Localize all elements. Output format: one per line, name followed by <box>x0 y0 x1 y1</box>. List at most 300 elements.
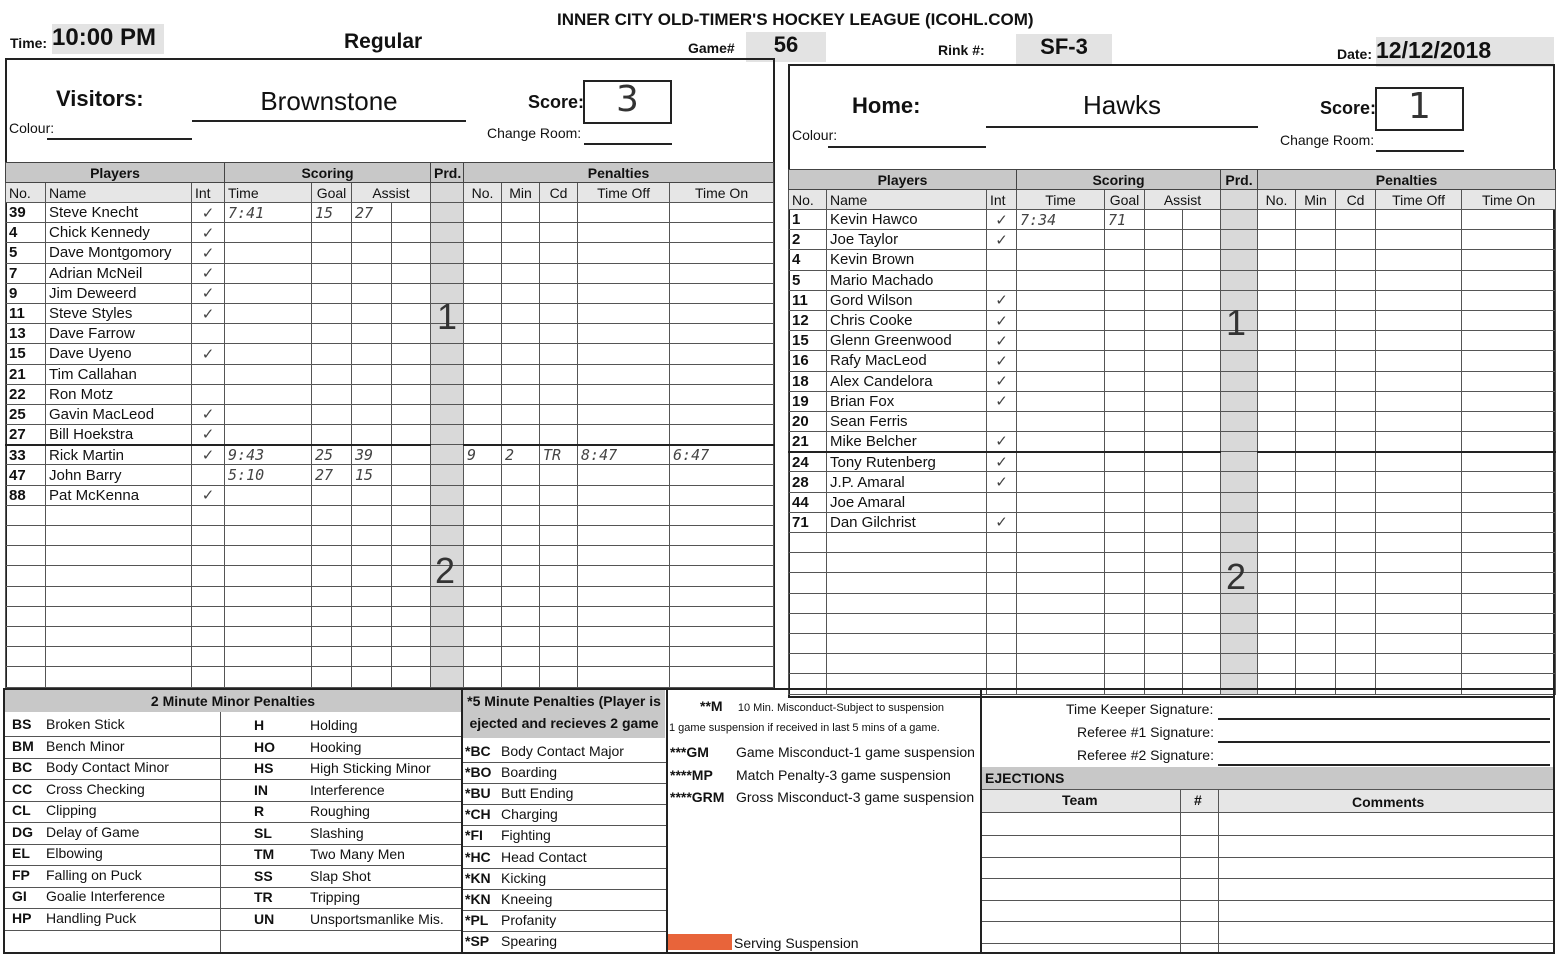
penalty-code[interactable] <box>540 303 578 323</box>
penalty-time-on[interactable] <box>670 667 774 687</box>
penalty-time-off[interactable] <box>1376 270 1462 290</box>
penalty-minutes[interactable] <box>502 586 540 606</box>
penalty-minutes[interactable] <box>1296 553 1336 573</box>
scoring-assist[interactable] <box>1145 593 1183 613</box>
penalty-time-off[interactable] <box>578 324 670 344</box>
scoring-assist[interactable] <box>1145 290 1183 310</box>
player-int-check[interactable]: ✓ <box>987 391 1017 411</box>
penalty-minutes[interactable] <box>502 344 540 364</box>
player-name[interactable]: Bill Hoekstra <box>46 425 192 445</box>
scoring-goal[interactable] <box>312 243 352 263</box>
penalty-time-off[interactable] <box>1376 250 1462 270</box>
player-int-check[interactable]: ✓ <box>192 425 225 445</box>
penalty-number[interactable] <box>1258 492 1296 512</box>
scoring-time[interactable]: 7:34 <box>1017 210 1105 230</box>
player-name[interactable]: Dave Montgomory <box>46 243 192 263</box>
penalty-number[interactable] <box>1258 654 1296 674</box>
penalty-number[interactable] <box>464 243 502 263</box>
ejection-row[interactable] <box>982 900 1553 901</box>
scoring-time[interactable] <box>225 223 312 243</box>
scoring-time[interactable] <box>225 404 312 424</box>
scoring-time[interactable] <box>225 263 312 283</box>
penalty-number[interactable] <box>464 546 502 566</box>
penalty-time-off[interactable] <box>578 626 670 646</box>
scoring-time[interactable] <box>225 324 312 344</box>
scoring-assist[interactable] <box>352 243 392 263</box>
player-int-check[interactable]: ✓ <box>987 512 1017 532</box>
scoring-time[interactable] <box>225 566 312 586</box>
penalty-number[interactable] <box>1258 391 1296 411</box>
penalty-number[interactable] <box>1258 371 1296 391</box>
penalty-minutes[interactable] <box>502 384 540 404</box>
player-int-check[interactable] <box>987 250 1017 270</box>
scoring-goal[interactable] <box>312 344 352 364</box>
player-int-check[interactable]: ✓ <box>987 290 1017 310</box>
penalty-code[interactable] <box>540 364 578 384</box>
player-name[interactable]: Steve Knecht <box>46 203 192 223</box>
scoring-goal[interactable] <box>312 647 352 667</box>
penalty-number[interactable] <box>1258 310 1296 330</box>
penalty-code[interactable] <box>540 384 578 404</box>
scoring-time[interactable] <box>225 626 312 646</box>
ejection-row[interactable] <box>982 943 1553 944</box>
penalty-number[interactable] <box>1258 210 1296 230</box>
scoring-goal[interactable] <box>1105 310 1145 330</box>
penalty-time-off[interactable] <box>578 223 670 243</box>
player-int-check[interactable]: ✓ <box>987 452 1017 472</box>
penalty-minutes[interactable] <box>1296 371 1336 391</box>
player-int-check[interactable] <box>192 384 225 404</box>
penalty-code[interactable] <box>1336 654 1376 674</box>
penalty-time-on[interactable] <box>670 606 774 626</box>
scoring-time[interactable] <box>1017 573 1105 593</box>
player-name[interactable]: Adrian McNeil <box>46 263 192 283</box>
player-name[interactable]: Pat McKenna <box>46 485 192 505</box>
scoring-time[interactable] <box>225 283 312 303</box>
scoring-time[interactable] <box>1017 391 1105 411</box>
penalty-time-off[interactable] <box>578 404 670 424</box>
penalty-number[interactable] <box>464 667 502 687</box>
penalty-minutes[interactable] <box>1296 411 1336 431</box>
scoring-time[interactable] <box>1017 633 1105 653</box>
scoring-goal[interactable] <box>1105 573 1145 593</box>
penalty-time-off[interactable] <box>1376 553 1462 573</box>
penalty-code[interactable] <box>540 283 578 303</box>
scoring-assist[interactable] <box>352 425 392 445</box>
ejection-row[interactable] <box>982 921 1553 922</box>
scoring-assist[interactable] <box>1145 210 1183 230</box>
referee2-signature-line[interactable] <box>1218 764 1550 766</box>
player-name[interactable]: Jim Deweerd <box>46 283 192 303</box>
penalty-number[interactable] <box>464 344 502 364</box>
penalty-time-on[interactable] <box>670 243 774 263</box>
scoring-assist[interactable] <box>1145 533 1183 553</box>
penalty-number[interactable] <box>464 606 502 626</box>
player-int-check[interactable] <box>192 526 225 546</box>
player-name[interactable]: Kevin Brown <box>827 250 987 270</box>
penalty-code[interactable] <box>540 344 578 364</box>
penalty-time-on[interactable] <box>670 384 774 404</box>
penalty-time-off[interactable] <box>578 667 670 687</box>
scoring-goal[interactable] <box>1105 472 1145 492</box>
scoring-time[interactable] <box>225 364 312 384</box>
penalty-time-on[interactable] <box>1462 290 1556 310</box>
scoring-time[interactable] <box>225 303 312 323</box>
scoring-goal[interactable] <box>312 404 352 424</box>
penalty-code[interactable] <box>540 626 578 646</box>
player-int-check[interactable] <box>192 546 225 566</box>
scoring-time[interactable]: 5:10 <box>225 465 312 485</box>
penalty-time-on[interactable] <box>670 364 774 384</box>
player-int-check[interactable] <box>192 606 225 626</box>
penalty-time-on[interactable] <box>670 203 774 223</box>
penalty-minutes[interactable]: 2 <box>502 445 540 465</box>
penalty-time-on[interactable] <box>670 283 774 303</box>
penalty-time-on[interactable] <box>670 404 774 424</box>
penalty-time-off[interactable] <box>1376 533 1462 553</box>
player-name[interactable]: Gavin MacLeod <box>46 404 192 424</box>
penalty-code[interactable] <box>1336 533 1376 553</box>
scoring-time[interactable]: 7:41 <box>225 203 312 223</box>
scoring-goal[interactable] <box>312 586 352 606</box>
penalty-time-off[interactable] <box>578 303 670 323</box>
scoring-goal[interactable] <box>312 384 352 404</box>
penalty-code[interactable] <box>1336 391 1376 411</box>
penalty-code[interactable]: TR <box>540 445 578 465</box>
penalty-number[interactable] <box>1258 512 1296 532</box>
penalty-time-off[interactable] <box>578 566 670 586</box>
penalty-minutes[interactable] <box>502 606 540 626</box>
penalty-minutes[interactable] <box>502 283 540 303</box>
penalty-minutes[interactable] <box>1296 593 1336 613</box>
penalty-time-off[interactable] <box>1376 492 1462 512</box>
scoring-assist[interactable] <box>352 485 392 505</box>
scoring-time[interactable] <box>1017 512 1105 532</box>
scoring-time[interactable] <box>1017 613 1105 633</box>
penalty-minutes[interactable] <box>1296 331 1336 351</box>
penalty-number[interactable] <box>1258 270 1296 290</box>
scoring-assist[interactable] <box>352 566 392 586</box>
scoring-assist[interactable] <box>1145 310 1183 330</box>
penalty-time-on[interactable] <box>1462 411 1556 431</box>
scoring-time[interactable] <box>225 485 312 505</box>
penalty-minutes[interactable] <box>502 324 540 344</box>
player-name[interactable] <box>46 626 192 646</box>
scoring-goal[interactable] <box>312 485 352 505</box>
player-name[interactable]: Dave Farrow <box>46 324 192 344</box>
penalty-code[interactable] <box>1336 250 1376 270</box>
penalty-code[interactable] <box>1336 331 1376 351</box>
penalty-minutes[interactable] <box>1296 492 1336 512</box>
penalty-code[interactable] <box>1336 371 1376 391</box>
penalty-code[interactable] <box>1336 633 1376 653</box>
scoring-goal[interactable] <box>1105 593 1145 613</box>
penalty-time-on[interactable] <box>1462 250 1556 270</box>
scoring-assist[interactable] <box>1145 270 1183 290</box>
scoring-assist[interactable] <box>352 626 392 646</box>
scoring-goal[interactable] <box>312 526 352 546</box>
penalty-time-on[interactable] <box>670 505 774 525</box>
penalty-time-off[interactable] <box>578 465 670 485</box>
scoring-time[interactable] <box>1017 290 1105 310</box>
player-name[interactable]: Rafy MacLeod <box>827 351 987 371</box>
scoring-time[interactable]: 9:43 <box>225 445 312 465</box>
penalty-code[interactable] <box>540 647 578 667</box>
penalty-minutes[interactable] <box>1296 452 1336 472</box>
player-int-check[interactable]: ✓ <box>192 344 225 364</box>
player-int-check[interactable]: ✓ <box>192 283 225 303</box>
penalty-time-on[interactable] <box>1462 270 1556 290</box>
penalty-time-off[interactable] <box>1376 310 1462 330</box>
penalty-time-on[interactable] <box>670 647 774 667</box>
penalty-time-off[interactable] <box>578 283 670 303</box>
penalty-number[interactable] <box>464 283 502 303</box>
scoring-goal[interactable] <box>312 263 352 283</box>
scoring-assist[interactable] <box>1145 452 1183 472</box>
penalty-time-off[interactable] <box>578 203 670 223</box>
scoring-time[interactable] <box>225 243 312 263</box>
penalty-minutes[interactable] <box>1296 250 1336 270</box>
penalty-number[interactable] <box>1258 250 1296 270</box>
penalty-time-off[interactable] <box>578 243 670 263</box>
scoring-time[interactable] <box>1017 351 1105 371</box>
player-int-check[interactable] <box>987 654 1017 674</box>
scoring-assist[interactable] <box>352 364 392 384</box>
player-int-check[interactable] <box>987 573 1017 593</box>
penalty-minutes[interactable] <box>502 223 540 243</box>
scoring-goal[interactable] <box>1105 371 1145 391</box>
penalty-time-on[interactable] <box>1462 533 1556 553</box>
scoring-time[interactable] <box>225 505 312 525</box>
scoring-assist[interactable] <box>1145 472 1183 492</box>
penalty-minutes[interactable] <box>1296 533 1336 553</box>
player-int-check[interactable]: ✓ <box>192 203 225 223</box>
player-int-check[interactable] <box>192 324 225 344</box>
player-int-check[interactable]: ✓ <box>192 243 225 263</box>
penalty-code[interactable] <box>1336 230 1376 250</box>
penalty-code[interactable] <box>540 425 578 445</box>
scoring-time[interactable] <box>1017 553 1105 573</box>
penalty-time-on[interactable] <box>1462 492 1556 512</box>
scoring-goal[interactable] <box>1105 492 1145 512</box>
penalty-minutes[interactable] <box>1296 210 1336 230</box>
scoring-time[interactable] <box>225 647 312 667</box>
penalty-code[interactable] <box>540 263 578 283</box>
penalty-code[interactable] <box>1336 210 1376 230</box>
player-int-check[interactable]: ✓ <box>192 404 225 424</box>
scoring-assist[interactable] <box>352 647 392 667</box>
player-name[interactable]: Chris Cooke <box>827 310 987 330</box>
penalty-time-off[interactable] <box>578 425 670 445</box>
player-name[interactable] <box>827 533 987 553</box>
scoring-assist[interactable] <box>1145 654 1183 674</box>
scoring-time[interactable] <box>1017 654 1105 674</box>
scoring-time[interactable] <box>225 384 312 404</box>
penalty-time-on[interactable] <box>1462 512 1556 532</box>
player-name[interactable]: Dan Gilchrist <box>827 512 987 532</box>
penalty-number[interactable] <box>1258 351 1296 371</box>
penalty-code[interactable] <box>1336 310 1376 330</box>
scoring-goal[interactable] <box>312 606 352 626</box>
scoring-time[interactable] <box>225 546 312 566</box>
player-int-check[interactable] <box>192 626 225 646</box>
scoring-assist[interactable] <box>1145 250 1183 270</box>
player-name[interactable]: Joe Amaral <box>827 492 987 512</box>
penalty-time-off[interactable] <box>1376 432 1462 452</box>
player-name[interactable]: Alex Candelora <box>827 371 987 391</box>
penalty-time-on[interactable] <box>670 303 774 323</box>
scoring-assist[interactable] <box>352 546 392 566</box>
penalty-time-off[interactable] <box>1376 331 1462 351</box>
scoring-time[interactable] <box>225 586 312 606</box>
scoring-goal[interactable] <box>312 505 352 525</box>
player-name[interactable]: Steve Styles <box>46 303 192 323</box>
scoring-assist[interactable] <box>1145 331 1183 351</box>
player-int-check[interactable] <box>987 633 1017 653</box>
scoring-goal[interactable] <box>312 425 352 445</box>
penalty-number[interactable] <box>1258 533 1296 553</box>
player-name[interactable]: Dave Uyeno <box>46 344 192 364</box>
penalty-code[interactable] <box>1336 472 1376 492</box>
penalty-number[interactable] <box>1258 452 1296 472</box>
player-name[interactable] <box>827 654 987 674</box>
scoring-goal[interactable]: 71 <box>1105 210 1145 230</box>
player-int-check[interactable] <box>192 647 225 667</box>
penalty-minutes[interactable] <box>502 505 540 525</box>
penalty-code[interactable] <box>1336 573 1376 593</box>
penalty-time-off[interactable] <box>578 606 670 626</box>
penalty-minutes[interactable] <box>502 546 540 566</box>
penalty-code[interactable] <box>540 485 578 505</box>
scoring-time[interactable] <box>1017 230 1105 250</box>
penalty-time-off[interactable] <box>1376 351 1462 371</box>
penalty-minutes[interactable] <box>1296 290 1336 310</box>
player-name[interactable]: Brian Fox <box>827 391 987 411</box>
penalty-time-off[interactable] <box>1376 573 1462 593</box>
player-name[interactable] <box>46 606 192 626</box>
penalty-number[interactable] <box>1258 553 1296 573</box>
penalty-number[interactable] <box>1258 633 1296 653</box>
scoring-goal[interactable] <box>1105 452 1145 472</box>
scoring-time[interactable] <box>225 526 312 546</box>
player-int-check[interactable] <box>987 492 1017 512</box>
scoring-time[interactable] <box>1017 472 1105 492</box>
scoring-assist[interactable] <box>1145 351 1183 371</box>
penalty-code[interactable] <box>540 586 578 606</box>
penalty-code[interactable] <box>540 223 578 243</box>
scoring-assist[interactable] <box>352 404 392 424</box>
player-int-check[interactable]: ✓ <box>192 485 225 505</box>
timekeeper-signature-line[interactable] <box>1218 718 1550 720</box>
scoring-goal[interactable] <box>1105 391 1145 411</box>
penalty-minutes[interactable] <box>502 667 540 687</box>
scoring-assist[interactable] <box>352 303 392 323</box>
scoring-assist[interactable] <box>1145 411 1183 431</box>
player-name[interactable]: Sean Ferris <box>827 411 987 431</box>
scoring-goal[interactable] <box>1105 512 1145 532</box>
scoring-goal[interactable] <box>312 283 352 303</box>
penalty-time-off[interactable] <box>578 485 670 505</box>
penalty-time-on[interactable] <box>1462 310 1556 330</box>
scoring-assist[interactable] <box>1145 553 1183 573</box>
penalty-minutes[interactable] <box>502 203 540 223</box>
penalty-number[interactable]: 9 <box>464 445 502 465</box>
scoring-assist[interactable]: 27 <box>352 203 392 223</box>
scoring-goal[interactable] <box>1105 432 1145 452</box>
penalty-number[interactable] <box>464 425 502 445</box>
scoring-time[interactable] <box>225 344 312 364</box>
scoring-assist[interactable] <box>1145 512 1183 532</box>
player-name[interactable] <box>46 505 192 525</box>
penalty-time-on[interactable] <box>1462 553 1556 573</box>
penalty-time-on[interactable] <box>1462 331 1556 351</box>
penalty-minutes[interactable] <box>1296 351 1336 371</box>
penalty-minutes[interactable] <box>1296 310 1336 330</box>
player-int-check[interactable] <box>192 465 225 485</box>
penalty-minutes[interactable] <box>1296 613 1336 633</box>
penalty-minutes[interactable] <box>502 404 540 424</box>
ejection-row[interactable] <box>982 835 1553 836</box>
penalty-number[interactable] <box>1258 230 1296 250</box>
penalty-minutes[interactable] <box>502 566 540 586</box>
penalty-minutes[interactable] <box>502 263 540 283</box>
scoring-assist[interactable] <box>1145 613 1183 633</box>
player-name[interactable]: Joe Taylor <box>827 230 987 250</box>
scoring-assist[interactable] <box>1145 633 1183 653</box>
player-int-check[interactable] <box>192 566 225 586</box>
player-name[interactable]: Mike Belcher <box>827 432 987 452</box>
penalty-time-on[interactable] <box>1462 210 1556 230</box>
player-name[interactable]: Glenn Greenwood <box>827 331 987 351</box>
scoring-goal[interactable]: 25 <box>312 445 352 465</box>
player-name[interactable]: Tony Rutenberg <box>827 452 987 472</box>
penalty-minutes[interactable] <box>502 485 540 505</box>
penalty-number[interactable] <box>1258 472 1296 492</box>
penalty-number[interactable] <box>1258 411 1296 431</box>
penalty-time-on[interactable] <box>1462 371 1556 391</box>
penalty-time-off[interactable] <box>1376 371 1462 391</box>
penalty-code[interactable] <box>540 404 578 424</box>
scoring-time[interactable] <box>1017 371 1105 391</box>
penalty-time-on[interactable] <box>670 465 774 485</box>
player-int-check[interactable]: ✓ <box>987 371 1017 391</box>
player-int-check[interactable] <box>987 593 1017 613</box>
player-name[interactable] <box>46 566 192 586</box>
player-int-check[interactable]: ✓ <box>987 331 1017 351</box>
scoring-goal[interactable] <box>1105 654 1145 674</box>
penalty-number[interactable] <box>1258 593 1296 613</box>
penalty-time-on[interactable] <box>1462 351 1556 371</box>
penalty-code[interactable] <box>1336 270 1376 290</box>
player-name[interactable]: Chick Kennedy <box>46 223 192 243</box>
penalty-time-off[interactable] <box>578 526 670 546</box>
scoring-assist[interactable] <box>1145 492 1183 512</box>
player-name[interactable] <box>46 526 192 546</box>
penalty-time-on[interactable] <box>670 344 774 364</box>
scoring-time[interactable] <box>1017 331 1105 351</box>
scoring-assist[interactable] <box>352 384 392 404</box>
penalty-number[interactable] <box>464 263 502 283</box>
penalty-number[interactable] <box>464 404 502 424</box>
penalty-minutes[interactable] <box>1296 654 1336 674</box>
scoring-goal[interactable] <box>1105 290 1145 310</box>
penalty-time-on[interactable] <box>670 626 774 646</box>
penalty-time-off[interactable] <box>1376 472 1462 492</box>
player-int-check[interactable]: ✓ <box>987 310 1017 330</box>
player-name[interactable]: Ron Motz <box>46 384 192 404</box>
penalty-minutes[interactable] <box>1296 270 1336 290</box>
player-name[interactable] <box>827 613 987 633</box>
